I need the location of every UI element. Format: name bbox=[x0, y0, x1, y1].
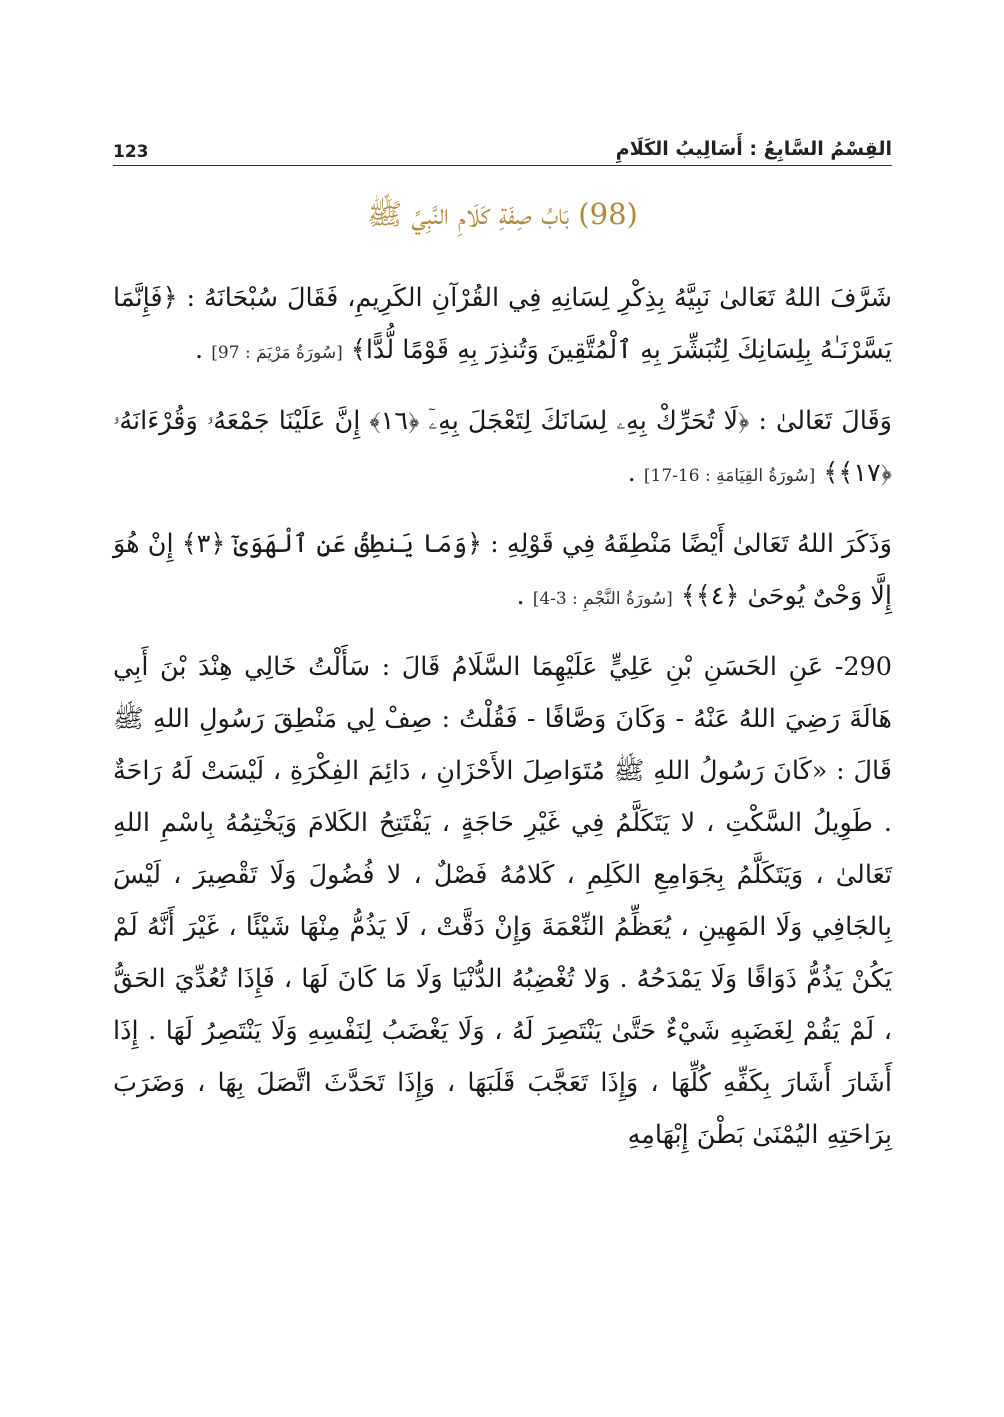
surah-citation: [سُورَةُ النَّجْمِ : 3-4] bbox=[532, 589, 673, 609]
quran-verse: ﴿وَمَا يَنطِقُ عَنِ ٱلْهَوَىٰٓ ﴿٣﴾ إِنْ هُوَ إِلَّا وَحْىٌ يُوحَىٰ ﴿٤﴾﴾ bbox=[113, 529, 892, 611]
sentence-end: . bbox=[195, 335, 212, 365]
chapter-title: (98) بَابُ صِفَةِ كَلَامِ النَّبِيِّ ﷺ bbox=[367, 197, 638, 231]
running-header bbox=[113, 118, 892, 162]
surah-citation: [سُورَةُ مَرْيَمَ : 97] bbox=[211, 343, 343, 363]
surah-citation: [سُورَةُ القِيَامَةِ : 16-17] bbox=[643, 466, 816, 486]
paragraph-qiyamah bbox=[113, 395, 892, 502]
quran-verse: ﴿لَا تُحَرِّكْ بِهِۦ لِسَانَكَ لِتَعْجَلَ بِهِۦٓ ﴿١٦﴾ إِنَّ عَلَيْنَا جَمْعَهُۥ وَقُرْءَانَهُۥ ﴿١٧﴾﴾ bbox=[113, 406, 892, 488]
hadith-text: 290- عَنِ الحَسَنِ بْنِ عَلِيٍّ عَلَيْهِمَا السَّلَامُ قَالَ : سَأَلْتُ خَالِي هِنْدَ بْنَ أَبِي هَالَةَ رَضِيَ اللهُ عَنْهُ - وَكَانَ وَصَّافًا - فَقُلْتُ : صِفْ لِي مَنْطِقَ رَسُولِ اللهِ ﷺ قَالَ : «كَانَ رَسُولُ اللهِ ﷺ مُتَوَاصِلَ الأَحْزَانِ ، دَائِمَ الفِكْرَةِ ، لَيْسَتْ لَهُ رَاحَةٌ . طَوِيلُ السَّكْتِ ، لا يَتَكَلَّمُ فِي غَيْرِ حَاجَةٍ ، يَفْتَتِحُ الكَلامَ وَيَخْتِمُهُ بِاسْمِ اللهِ تَعَالىٰ ، وَيَتَكَلَّمُ بِجَوَامِعِ الكَلِمِ ، كَلامُهُ فَصْلٌ ، لا فُضُولَ وَلَا تَقْصِيرَ ، لَيْسَ بِالجَافِي وَلَا المَهِينِ ، يُعَظِّمُ النِّعْمَةَ وَإِنْ دَقَّتْ ، لَا يَذُمُّ مِنْهَا شَيْئًا ، غَيْرَ أَنَّهُ لَمْ يَكُنْ يَذُمُّ ذَوَاقًا وَلَا يَمْدَحُهُ . وَلا تُغْضِبُهُ الدُّنْيَا وَلَا مَا كَانَ لَهَا ، فَإِذَا تُعُدِّيَ الحَقُّ ، لَمْ يَقُمْ لِغَضَبِهِ شَيْءٌ حَتَّىٰ يَنْتَصِرَ لَهُ ، وَلَا يَغْضَبُ لِنَفْسِهِ وَلَا يَنْتَصِرُ لَهَا . إِذَا أَشَارَ أَشَارَ بِكَفِّهِ كُلِّهَا ، وَإِذَا تَعَجَّبَ قَلَبَهَا ، وَإِذَا تَحَدَّثَ اتَّصَلَ بِهَا ، وَضَرَبَ بِرَاحَتِهِ اليُمْنَىٰ بَطْنَ إِبْهَامِهِ bbox=[113, 652, 892, 1150]
paragraph-najm-text: وَذَكَرَ اللهُ تَعَالىٰ أَيْضًا مَنْطِقَهُ فِي قَوْلِهِ : bbox=[482, 529, 892, 559]
paragraph-intro-text: شَرَّفَ اللهُ تَعَالىٰ نَبِيَّهُ بِذِكْرِ لِسَانِهِ فِي القُرْآنِ الكَرِيمِ، فَقَالَ سُبْحَانَهُ : bbox=[177, 283, 892, 313]
sentence-end: . bbox=[516, 581, 533, 611]
body-text bbox=[113, 272, 892, 1177]
page-number: 123 bbox=[113, 142, 149, 162]
paragraph-intro bbox=[113, 272, 892, 379]
paragraph-qiyamah-text: وَقَالَ تَعَالىٰ : bbox=[749, 406, 892, 436]
quran-verse: ﴿فَإِنَّمَا يَسَّرْنَـٰهُ بِلِسَانِكَ لِتُبَشِّرَ بِهِ ٱلْمُتَّقِينَ وَتُنذِرَ بِهِ قَوْمًا لُّدًّا﴾ bbox=[113, 283, 892, 365]
hadith-paragraph bbox=[113, 641, 892, 1161]
sentence-end: . bbox=[627, 458, 644, 488]
running-title: القِسْمُ السَّابِعُ : أَسَالِيبُ الكَلَامِ bbox=[615, 138, 892, 161]
paragraph-najm bbox=[113, 518, 892, 625]
header-rule bbox=[113, 165, 892, 166]
